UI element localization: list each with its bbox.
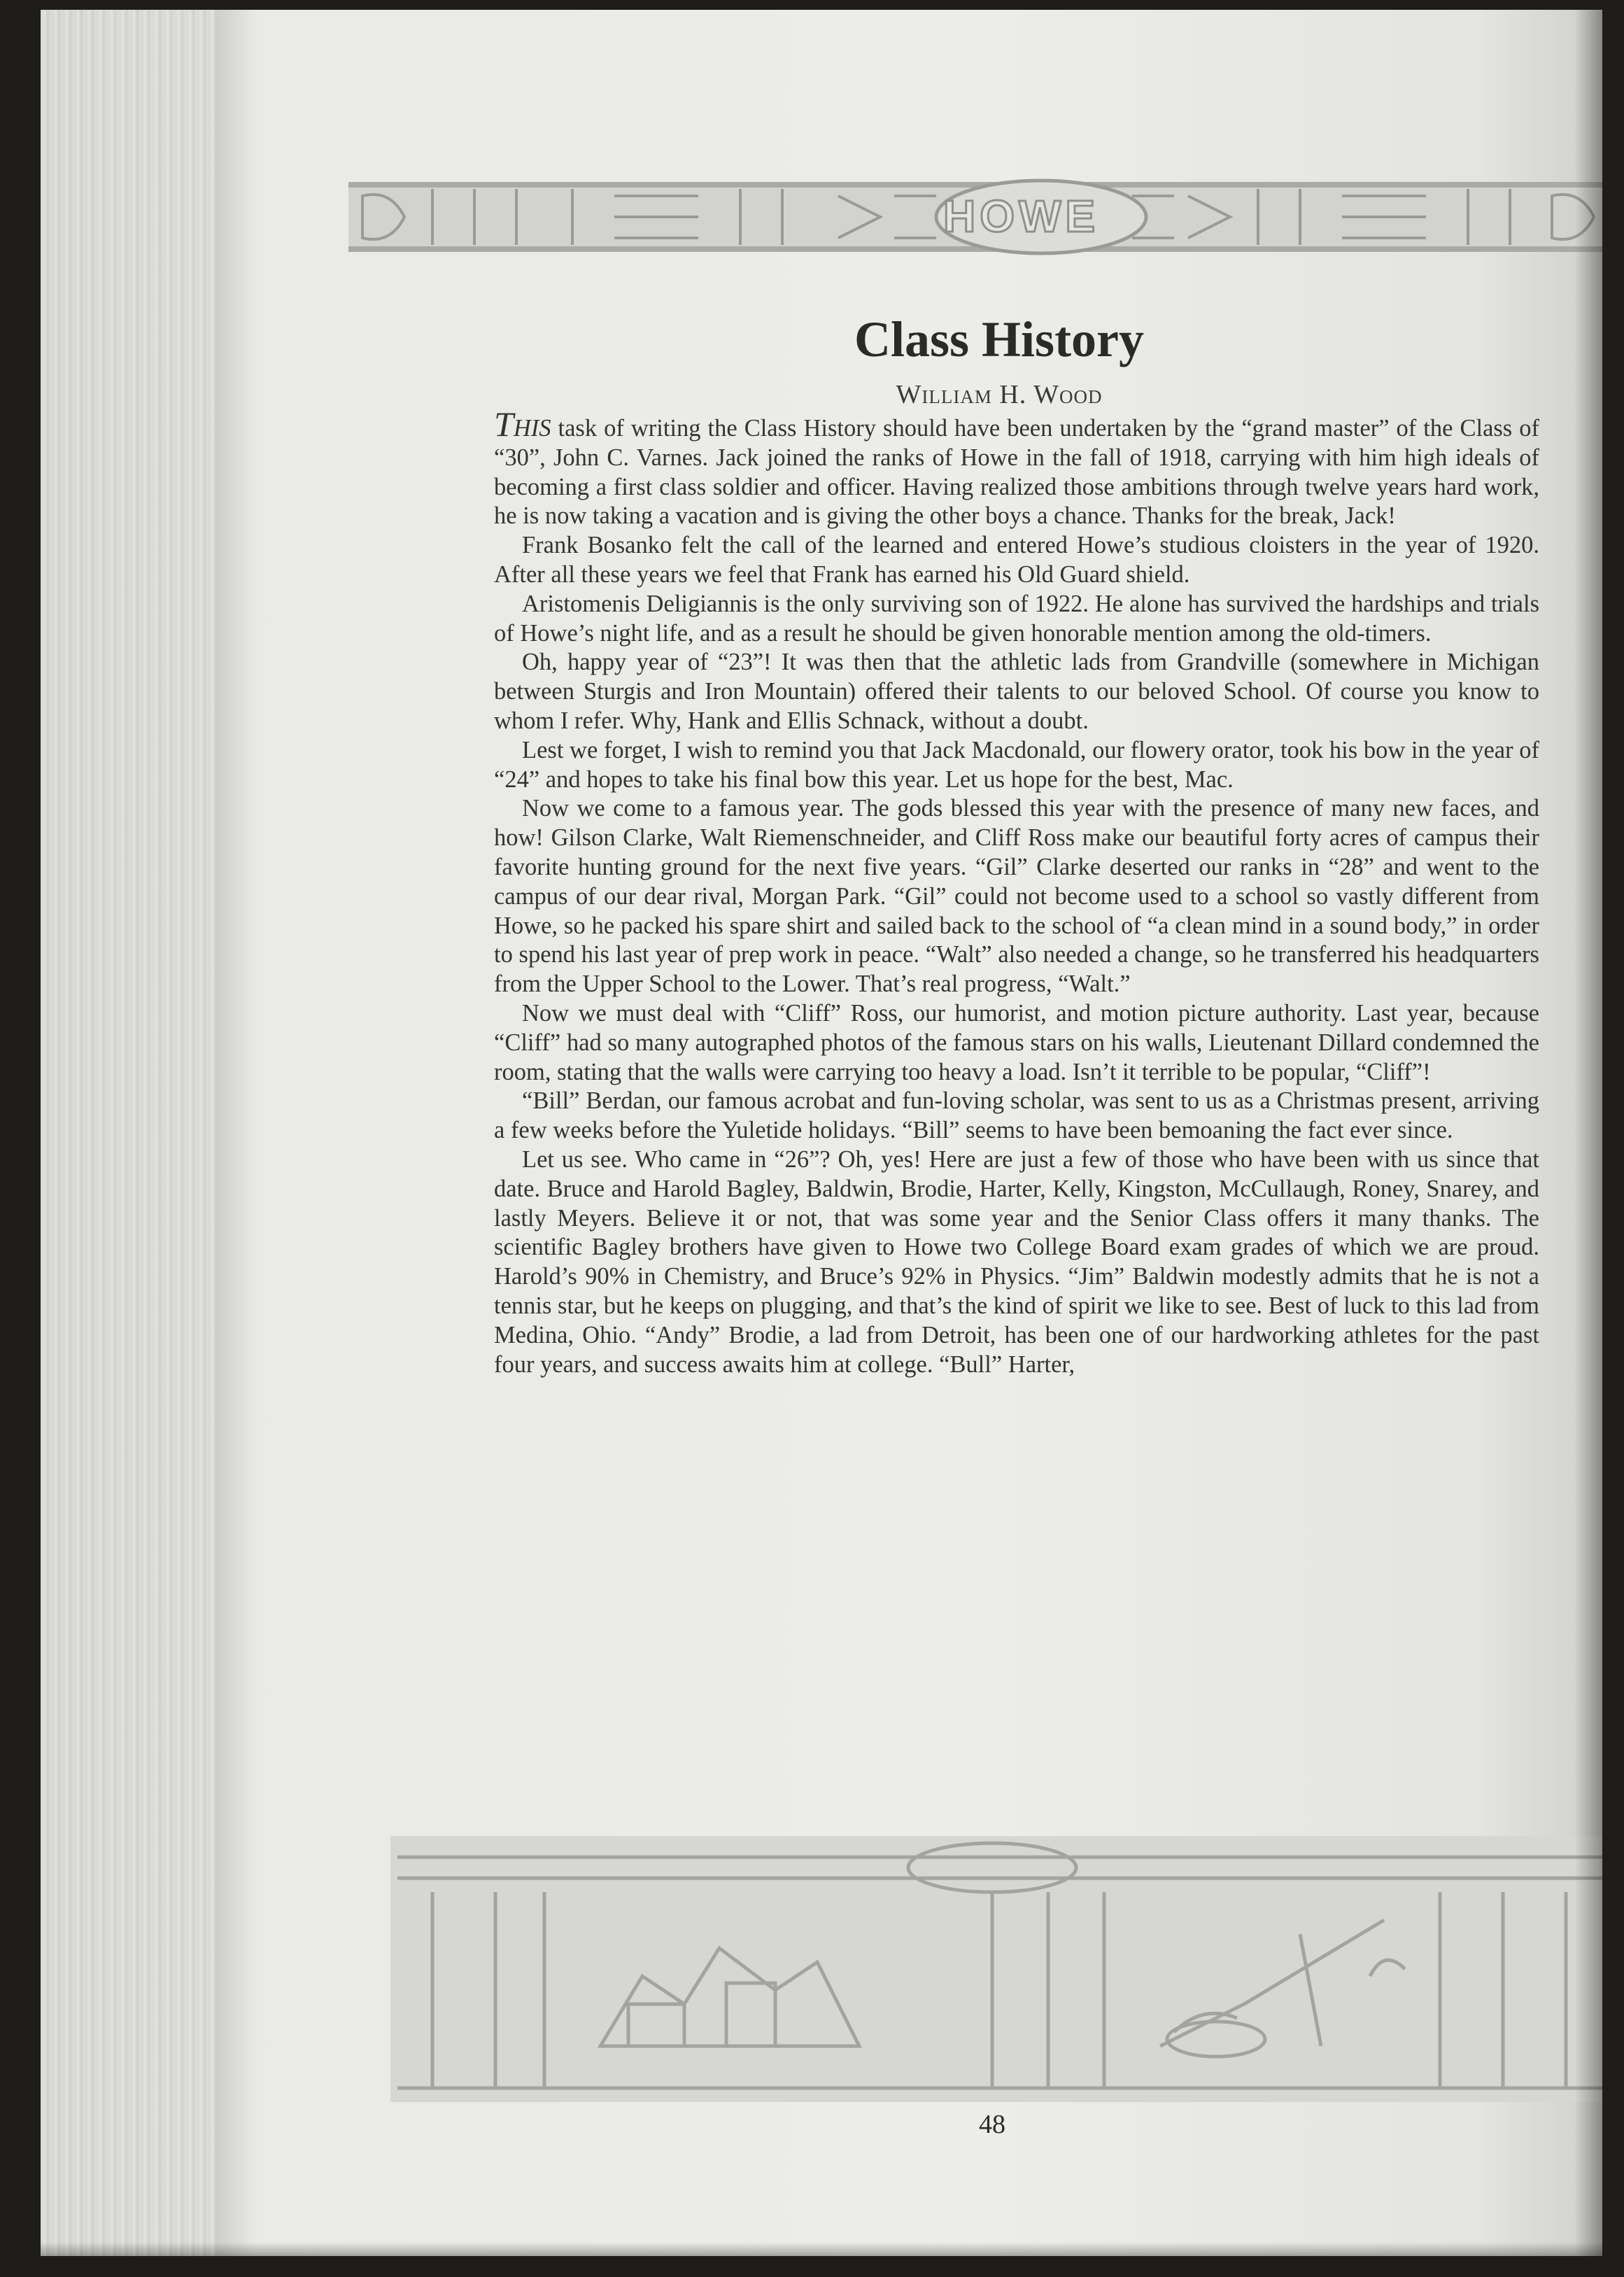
paragraph-text: task of writing the Class History should have been undertaken by the “grand master” of the Class of “30”, John C. Varnes. Jack joined the ranks of Howe in the fall of 1918, carrying with him high ideals of becoming a first class soldier and officer. Having realized those ambitions through twelve years hard work, he is now taking a vacation and is giving the other boys a chance. Thanks for the break, Jack!	[494, 415, 1539, 530]
page-number: 48	[979, 2110, 1005, 2139]
page-bottom-shadow	[41, 2242, 1602, 2256]
paragraph: Let us see. Who came in “26”? Oh, yes! Here are just a few of those who have been with us since that date. Bruce and Harold Bagley, Baldwin, Brodie, Harter, Kelly, Kingston, McCullaugh, Roney, Snarey, and lastly Meyers. Believe it or not, that was some year and the Senior Class offers it many thanks. The scientific Bagley brothers have given to Howe two College Board exam grades of which we are proud. Harold’s 90% in Chemistry, and Bruce’s 92% in Physics. “Jim” Baldwin modestly admits that he is not a tennis star, but he keeps on plugging, and that’s the kind of spirit we like to see. Best of luck to this lad from Medina, Ohio. “Andy” Brodie, a lad from Detroit, has been one of our hardworking athletes for the past four years, and success awaits him at college. “Bull” Harter,	[494, 1145, 1539, 1378]
paragraph: Lest we forget, I wish to remind you that Jack Macdonald, our flowery orator, took his bow in the year of “24” and hopes to take his final bow this year. Let us hope for the best, Mac.	[494, 736, 1539, 793]
article-body	[494, 404, 1539, 1379]
page-title: Class History	[854, 311, 1144, 367]
paragraph-lead: HIS	[513, 415, 551, 442]
paragraph	[494, 404, 1539, 531]
paragraph: Aristomenis Deligiannis is the only surviving son of 1922. He alone has survived the hardships and trials of Howe’s night life, and as a result he should be given honorable mention among the old-timers.	[494, 590, 1539, 647]
author-byline: William H. Wood	[896, 380, 1103, 409]
page-gutter	[41, 10, 216, 2256]
paragraph: Now we come to a famous year. The gods blessed this year with the presence of many new faces, and how! Gilson Clarke, Walt Riemenschneider, and Cliff Ross make our beautiful forty acres of campus their favorite hunting ground for the next five years. “Gil” Clarke deserted our ranks in “28” and went to the campus of our dear rival, Morgan Park. “Gil” could not become used to a school so vastly different from Howe, so he packed his spare shirt and sailed back to the school of “a clean mind in a sound body,” in order to spend his last year of prep work in peace. “Walt” also needed a change, so he transferred his headquarters from the Upper School to the Lower. That’s real progress, “Walt.”	[494, 795, 1539, 998]
paragraph: “Bill” Berdan, our famous acrobat and fun-loving scholar, was sent to us as a Christmas present, arriving a few weeks before the Yuletide holidays. “Bill” seems to have been bemoaning the fact ever since.	[494, 1087, 1539, 1144]
header-banner-text: HOWE	[943, 191, 1100, 241]
page-edge-shadow	[1574, 10, 1602, 2256]
dropcap: T	[494, 404, 514, 444]
footer-illustration	[390, 1836, 1602, 2102]
gutter-shadow	[216, 10, 257, 2256]
paragraph: Oh, happy year of “23”! It was then that the athletic lads from Grandville (somewhere in Michigan between Sturgis and Iron Mountain) offered their talents to our beloved School. Of course you know to whom I refer. Why, Hank and Ellis Schnack, without a doubt.	[494, 649, 1539, 734]
paragraph: Now we must deal with “Cliff” Ross, our humorist, and motion picture authority. Last year, because “Cliff” had so many autographed photos of the famous stars on his walls, Lieutenant Dillard condemned the room, stating that the walls were carrying too heavy a load. Isn’t it terrible to be popular, “Cliff”!	[494, 999, 1539, 1085]
paragraph: Frank Bosanko felt the call of the learned and entered Howe’s studious cloisters in the year of 1920. After all these years we feel that Frank has earned his Old Guard shield.	[494, 532, 1539, 588]
book-page	[41, 10, 1602, 2256]
